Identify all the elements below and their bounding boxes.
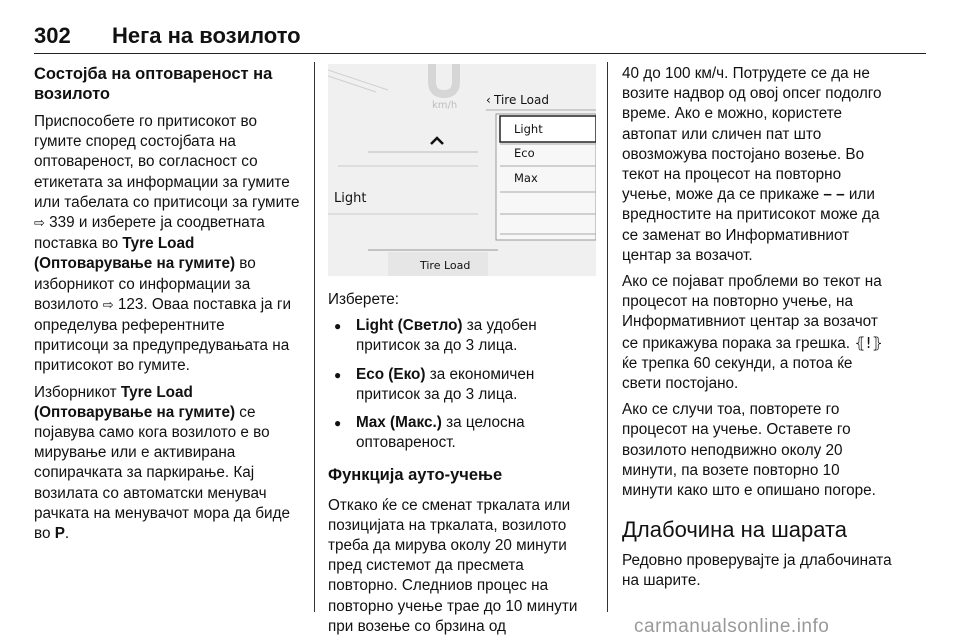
current-setting-label: Light [334,191,367,206]
screen-footer-label: Tire Load [420,259,471,272]
column-divider-1 [314,62,315,612]
page-number: 302 [34,23,71,48]
column-2 [328,64,596,643]
section-heading-autolearn: Функција ауто-учење [328,466,503,485]
watermark: carmanualsonline.info [634,616,830,637]
tire-pressure-warning-icon: ⦃!⦄ [854,333,883,352]
column-3 [622,64,894,598]
screen-title: Tire Load [494,93,549,107]
paragraph-tread: Редовно проверувајте ја длабочината на шарите. [622,552,892,590]
paragraph-error: Ако се појават проблеми во текот на процесот на повторно учење, на Информативниот центар за возачот се прикажува порака за грешка. ⦃!⦄ ќе трепка 60 секунди, а потоа ќе свети постојано. [622,273,883,393]
option-eco: ● Eco (Еко) за економичен притисок за до 3 лица. [328,365,596,405]
dic-screen-illustration [328,64,596,276]
option-list [328,316,596,453]
menu-name-tyre-load: Tyre Load (Оптоварување на гумите) [34,235,236,273]
paragraph-autolearn: Откако ќе се сменат тркалата или позицијата на тркалата, возилото треба да мирува околу 20 минути пред системот да пресмета повторно. Следниов процес на повторно учење трае до 10 минути при возење со брзина од [328,496,578,635]
menu-name-tyre-load-2: Tyre Load (Оптоварување на гумите) [34,383,236,421]
option-light: ● Light (Светло) за удобен притисок за до 3 лица. [328,316,596,356]
back-chevron-icon: ‹ [486,93,491,107]
column-1 [34,64,300,550]
select-label: Изберете: [328,291,400,308]
page-title: Нега на возилото [112,23,301,48]
gear-p: P [54,525,65,543]
menu-item-max[interactable]: Max [514,171,538,185]
section-heading-load: Состојба на оптовареност на возилото [34,65,273,103]
column-divider-2 [607,62,608,612]
menu-item-eco[interactable]: Eco [514,146,535,160]
page-ref-123[interactable]: 123 [117,295,144,313]
section-heading-tread: Длабочина на шарата [622,517,848,543]
page-ref-icon: ⇨ [102,297,114,313]
dash-display: – – [823,186,845,204]
dic-screen-graphic [328,64,596,276]
paragraph-autolearn-cont: 40 до 100 км/ч. Потрудете се да не возите надвор од овој опсег подолго време. Ако е можно, користете автопат или сличен пат што овозможува постојано возење. Во текот на процесот на повторно учење, може да се прикаже – – или вредностите на притисокот може да се заменат во Информативниот центар за возачот. [622,65,882,264]
paragraph-load-2: Изборникот Tyre Load (Оптоварување на гумите) се појавува само кога возилото е во мирување или е активирана сопирачката за паркирање. Кај возилата со автоматски менувач рачката на менувачот мора да биде во P. [34,383,290,543]
page-header [34,18,926,54]
speed-unit: km/h [432,100,458,111]
paragraph-repeat: Ако се случи тоа, повторете го процесот на учење. Оставете го возилото неподвижно околу 20 минути, па возете повторно 10 минути како што е опишано погоре. [622,401,876,500]
menu-item-light[interactable]: Light [514,122,543,136]
page-ref-339[interactable]: 339 [49,214,75,232]
page-ref-icon: ⇨ [34,216,45,232]
option-max: ● Max (Макс.) за целосна оптовареност. [328,413,596,453]
paragraph-load-1: Приспособете го притисокот во гумите според состојбата на оптовареност, во согласност со етикетата за информации за гумите или табелата со притисоци за гумите ⇨ 339 и изберете ја соодветната поставка во Tyre Load (Оптоварување на гумите) во изборникот со информации за возилото ⇨ 123. Оваа поставка ја ги определува референтните притисоци за предупредувањата на притисокот во гумите. [34,113,300,375]
